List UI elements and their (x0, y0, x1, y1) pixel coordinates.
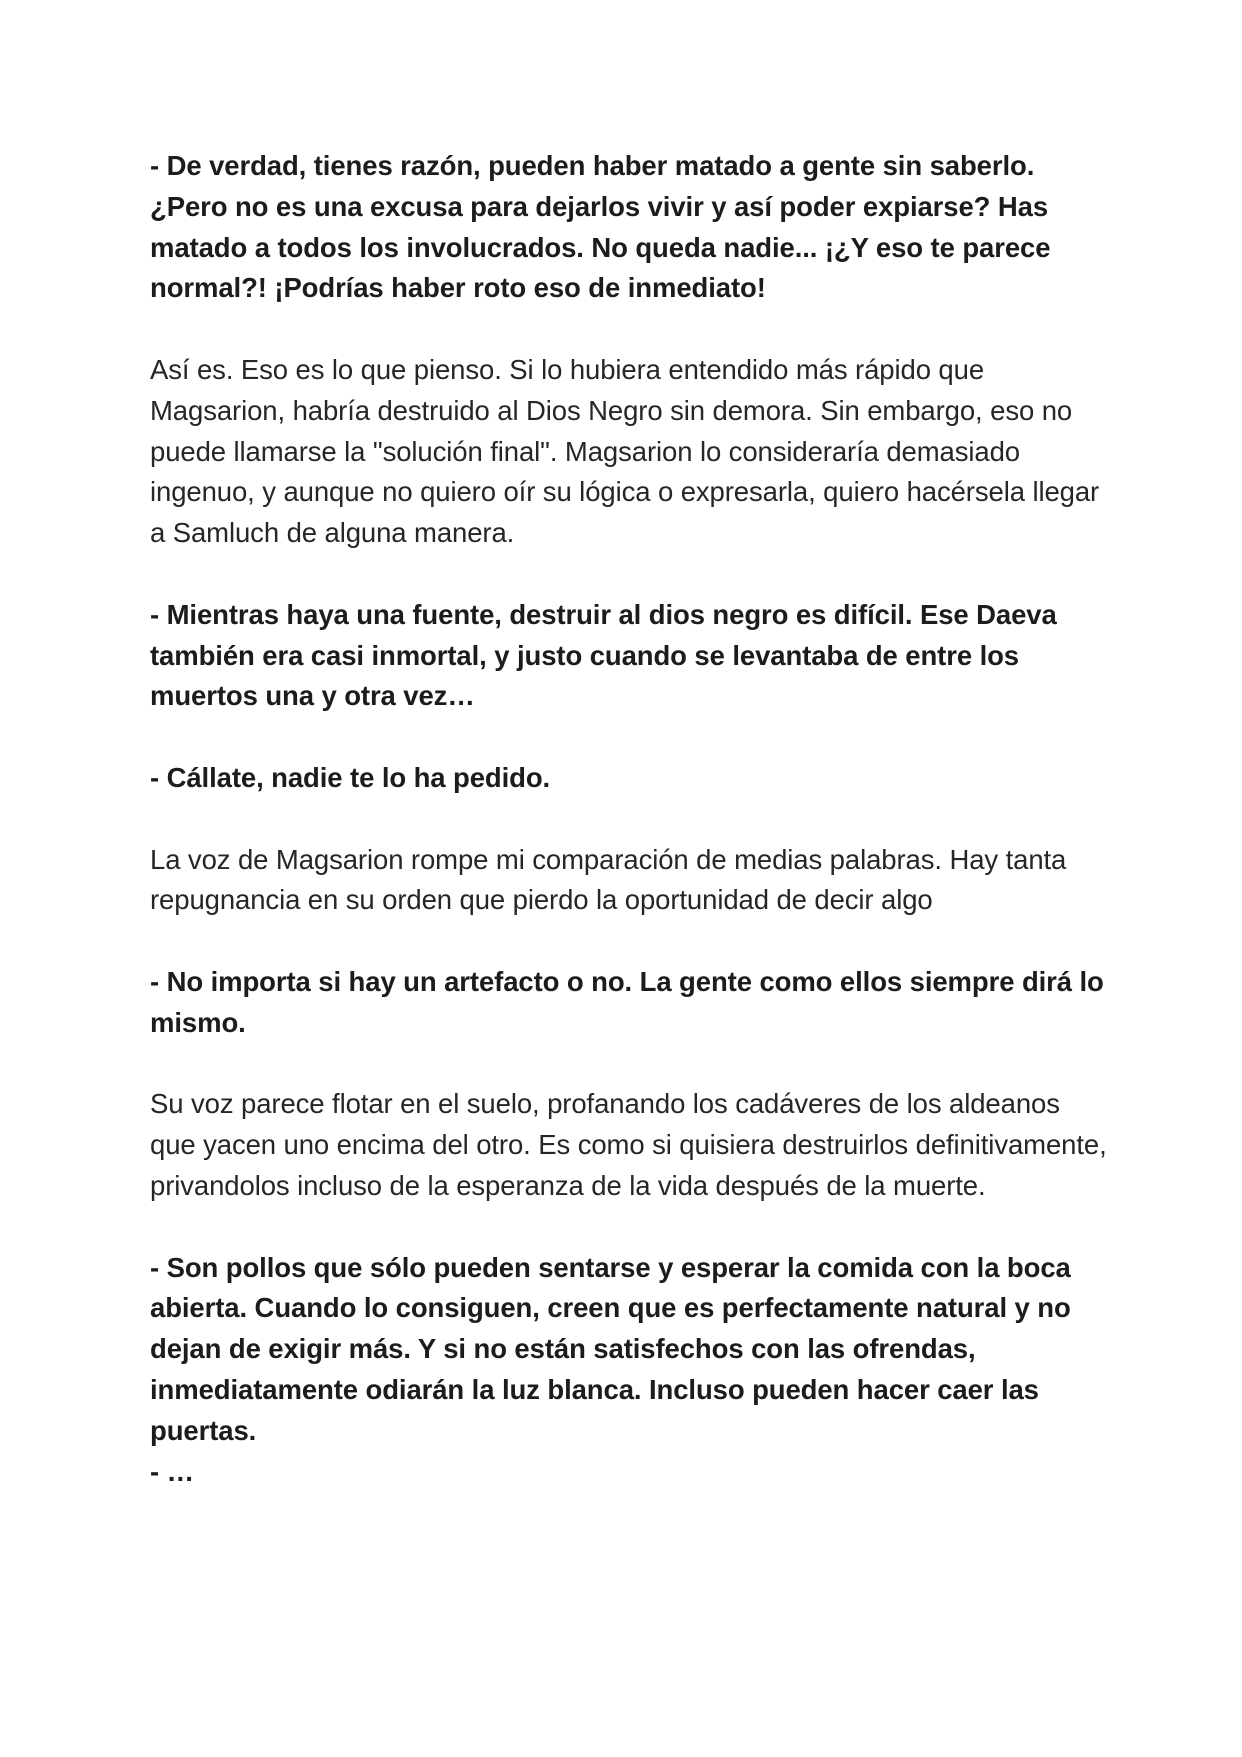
dialogue-paragraph: - Mientras haya una fuente, destruir al dios negro es difícil. Ese Daeva también era casi inmortal, y justo cuando se levantaba de entre los muertos una y otra vez… (150, 598, 1057, 712)
narration-paragraph: Así es. Eso es lo que pienso. Si lo hubiera entendido más rápido que Magsarion, habría destruido al Dios Negro sin demora. Sin embargo, eso no puede llamarse la "solución final". Magsarion lo consideraría demasiado ingenuo, y aunque no quiero oír su lógica o expresarla, quiero hacérsela llegar a Samluch de alguna manera. (150, 353, 1100, 549)
dialogue-paragraph: - No importa si hay un artefacto o no. La gente como ellos siempre dirá lo mismo. (150, 965, 1104, 1038)
dialogue-paragraph: - Son pollos que sólo pueden sentarse y esperar la comida con la boca abierta. Cuando lo consiguen, creen que es perfectamente natural y no dejan de exigir más. Y si no están satisfechos con las ofrendas, inmediatamente odiarán la luz blanca. Incluso pueden hacer caer las puertas. (150, 1251, 1071, 1446)
dialogue-paragraph: - De verdad, tienes razón, pueden haber matado a gente sin saberlo. ¿Pero no es una excusa para dejarlos vivir y así poder expiarse? Has matado a todos los involucrados. No queda nadie... ¡¿Y eso te parece normal?! ¡Podrías haber roto eso de inmediato! (150, 150, 1051, 304)
narration-paragraph: Su voz parece flotar en el suelo, profanando los cadáveres de los aldeanos que yacen uno encima del otro. Es como si quisiera destruirlos definitivamente, privandolos incluso de la esperanza de la vida después de la muerte. (150, 1088, 1107, 1201)
dialogue-paragraph: - … (150, 1455, 194, 1487)
narration-paragraph: La voz de Magsarion rompe mi comparación de medias palabras. Hay tanta repugnancia en su orden que pierdo la oportunidad de decir algo (150, 843, 1067, 916)
document-page (150, 146, 1110, 1492)
dialogue-paragraph: - Cállate, nadie te lo ha pedido. (150, 761, 551, 793)
